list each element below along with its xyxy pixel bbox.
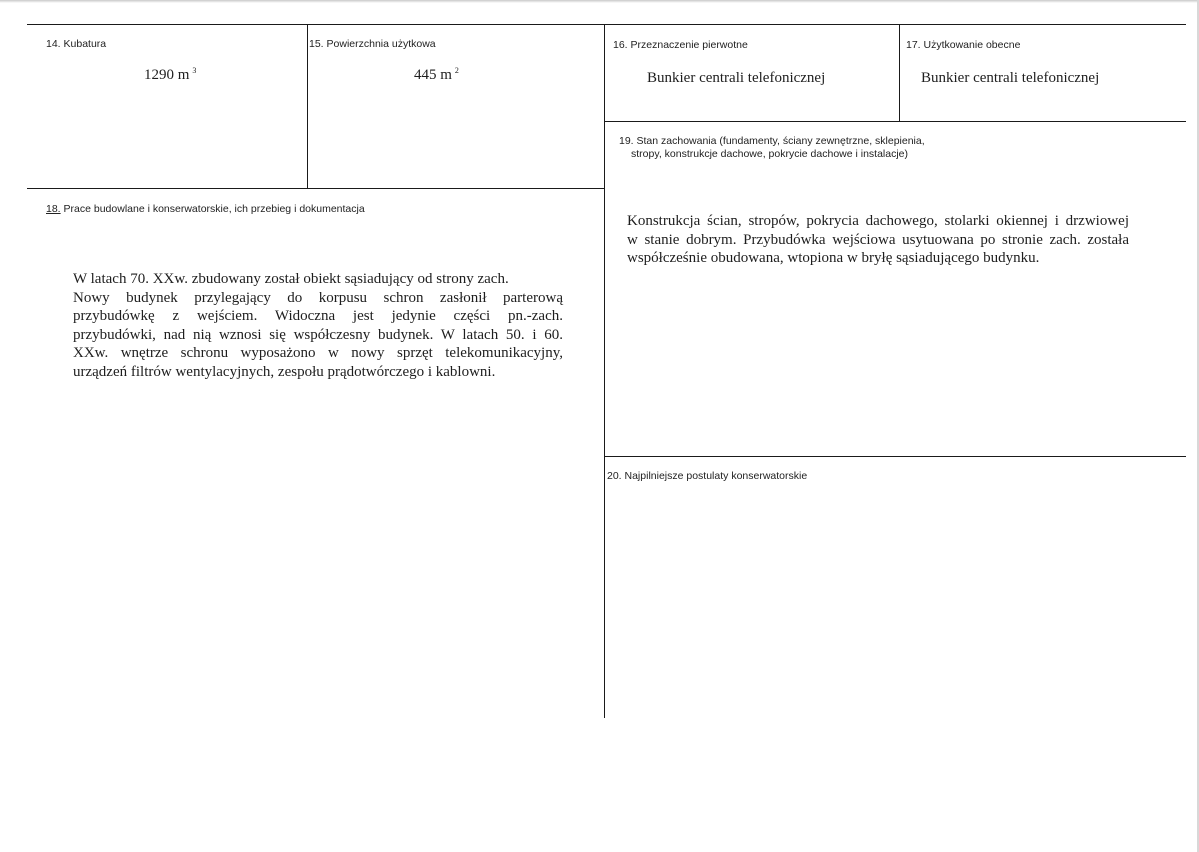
field-16-value: Bunkier centrali telefonicznej bbox=[647, 70, 826, 86]
field-14-value bbox=[144, 66, 196, 84]
divider-16-17 bbox=[899, 24, 900, 122]
area-unit-exponent: 2 bbox=[454, 66, 459, 75]
field-18-label bbox=[46, 203, 365, 215]
field-18-line: XXw. wnętrze schronu wyposażono w nowy sprzęt telekomunikacyjny, bbox=[73, 345, 563, 362]
field-18-text bbox=[73, 270, 563, 382]
field-18-line: urządzeń filtrów wentylacyjnych, zespołu prądotwórczego i kablowni. bbox=[73, 363, 496, 380]
field-19-text bbox=[627, 212, 1129, 268]
divider-14-15 bbox=[307, 24, 308, 189]
divider-left-right bbox=[604, 24, 605, 718]
divider-19-20 bbox=[604, 456, 1186, 457]
field-19-label-line2: stropy, konstrukcje dachowe, pokrycie dachowe i instalacje) bbox=[631, 148, 909, 160]
field-18-number: 18. bbox=[46, 203, 61, 215]
field-17-label: 17. Użytkowanie obecne bbox=[906, 39, 1021, 51]
area-value: 445 m bbox=[414, 67, 452, 83]
divider-top-right-row bbox=[604, 121, 1186, 122]
field-18-line: W latach 70. XXw. zbudowany został obiekt sąsiadujący od strony zach. bbox=[73, 271, 509, 287]
field-17-value: Bunkier centrali telefonicznej bbox=[921, 70, 1100, 86]
field-14-label: 14. Kubatura bbox=[46, 38, 107, 50]
field-18-line: przybudówkę z wejściem. Widoczna jest jedynie części pn.-zach. bbox=[73, 308, 563, 325]
field-16-label: 16. Przeznaczenie pierwotne bbox=[613, 39, 748, 51]
field-19-line: w stanie dobrym. Przybudówka wejściowa usytuowana po stronie zach. została bbox=[627, 231, 1129, 248]
volume-unit-exponent: 3 bbox=[192, 66, 197, 75]
field-18-line: przybudówki, nad nią wznosi się współczesny budynek. W latach 50. i 60. bbox=[73, 326, 563, 343]
field-19-line: Konstrukcja ścian, stropów, pokrycia dachowego, stolarki okiennej i drzwiowej bbox=[627, 213, 1129, 229]
divider-left-row bbox=[27, 188, 605, 189]
scan-edge-top bbox=[0, 0, 1199, 3]
field-18-line: Nowy budynek przylegający do korpusu schron zasłonił parterową bbox=[73, 289, 563, 306]
field-15-value bbox=[414, 66, 459, 84]
field-20-label: 20. Najpilniejsze postulaty konserwatorskie bbox=[607, 470, 808, 482]
field-18-title: Prace budowlane i konserwatorskie, ich przebieg i dokumentacja bbox=[60, 203, 365, 215]
volume-value: 1290 m bbox=[144, 67, 190, 83]
form-top-border bbox=[27, 24, 1186, 25]
field-15-label: 15. Powierzchnia użytkowa bbox=[309, 38, 436, 50]
field-19-label-line1: 19. Stan zachowania (fundamenty, ściany zewnętrzne, sklepienia, bbox=[619, 135, 925, 147]
field-19-line: współcześnie obudowana, wtopiona w bryłę sąsiadującego budynku. bbox=[627, 250, 1040, 267]
